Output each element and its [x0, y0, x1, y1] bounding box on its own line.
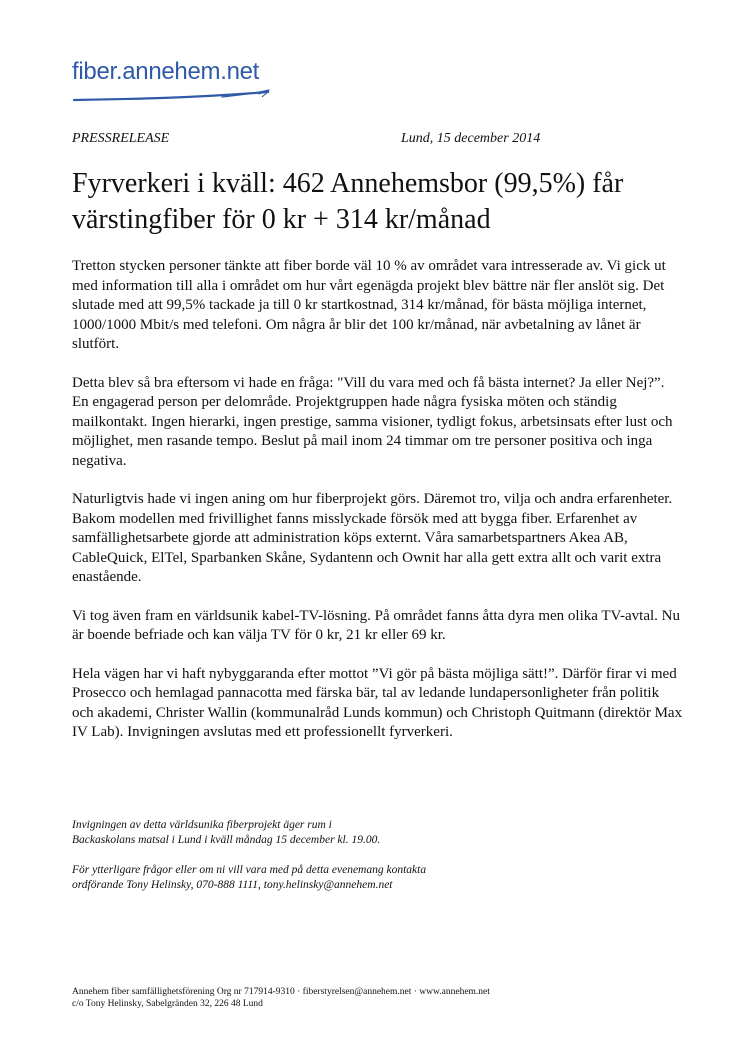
meta-row — [72, 131, 672, 149]
footer — [72, 987, 672, 1010]
press-release-label: PRESSRELEASE — [72, 131, 170, 146]
invitation-line: Invigningen av detta världsunika fiberprojekt äger rum i — [72, 819, 332, 831]
invitation-text — [72, 818, 672, 848]
paragraph: Vi tog även fram en världsunik kabel-TV-lösning. På området fanns åtta dyra men olika TV-avtal. Nu är boende befriade och kan välja TV för 0 kr, 21 kr eller 69 kr. — [72, 607, 680, 643]
footer-line: Annehem fiber samfällighetsförening Org nr 717914-9310 · fiberstyrelsen@annehem.net · www.annehem.net — [72, 987, 490, 997]
contact-line: För ytterligare frågor eller om ni vill vara med på detta evenemang kontakta — [72, 864, 427, 876]
paragraph: Tretton stycken personer tänkte att fiber borde väl 10 % av området vara intresserade av. Vi gick ut med information till alla i området om hur vårt egenägda projekt blev bättre när fler anslöt sig. Det slutade med att 99,5% tackade ja till 0 kr startkostnad, 314 kr/månad, för bästa möjliga internet, 1000/1000 Mbit/s med telefoni. Om några år blir det 100 kr/månad, när avbetalning av lånet är slutfört. — [72, 258, 666, 352]
place-date: Lund, 15 december 2014 — [401, 131, 541, 146]
page-title: Fyrverkeri i kväll: 462 Annehemsbor (99,5%) får värstingfiber för 0 kr + 314 kr/månad — [72, 168, 624, 235]
logo — [72, 58, 282, 110]
logo-text: fiber.annehem.net — [72, 58, 260, 85]
logo-swoosh-icon — [72, 88, 272, 104]
press-release-body — [72, 257, 684, 762]
footer-line: c/o Tony Helinsky, Sabelgränden 32, 226 48 Lund — [72, 998, 263, 1009]
paragraph: Hela vägen har vi haft nybyggaranda efter mottot ”Vi gör på bästa möjliga sätt!”. Därför firar vi med Prosecco och hemlagad pannacotta med färska bär, tal av ledande lundapersonligheter från politik och akademi, Christer Wallin (kommunalråd Lunds kommun) och Christoph Quitmann (direktör Max IV Lab). Invigningen avslutas med ett professionellt fyrverkeri. — [72, 665, 683, 740]
paragraph: Detta blev så bra eftersom vi hade en fråga: "Vill du vara med och få bästa internet? Ja eller Nej?”. En engagerad person per delområde. Projektgruppen hade några fysiska möten och ständig mailkontakt. Ingen hierarki, ingen prestige, samma visioner, tydligt fokus, arbetsinsats efter lust och möjlighet, men rasande tempo. Beslut på mail inom 24 timmar om tre personer positiva och inga negativa. — [72, 374, 673, 469]
paragraph: Naturligtvis hade vi ingen aning om hur fiberprojekt görs. Däremot tro, vilja och andra erfarenheter. Bakom modellen med frivillighet fanns misslyckade försök med att bygga fiber. Erfarenhet av samfällighetsarbete gjorde att administration köps externt. Våra samarbetspartners Akea AB, CableQuick, ElTel, Sparbanken Skåne, Sydantenn och Ownit har alla gett extra allt och varit extra enastående. — [72, 491, 673, 585]
invitation-line: Backaskolans matsal i Lund i kväll måndag 15 december kl. 19.00. — [72, 834, 381, 846]
invitation-note — [72, 818, 672, 908]
contact-line: ordförande Tony Helinsky, 070-888 1111, tony.helinsky@annehem.net — [72, 879, 393, 891]
contact-text — [72, 863, 672, 893]
